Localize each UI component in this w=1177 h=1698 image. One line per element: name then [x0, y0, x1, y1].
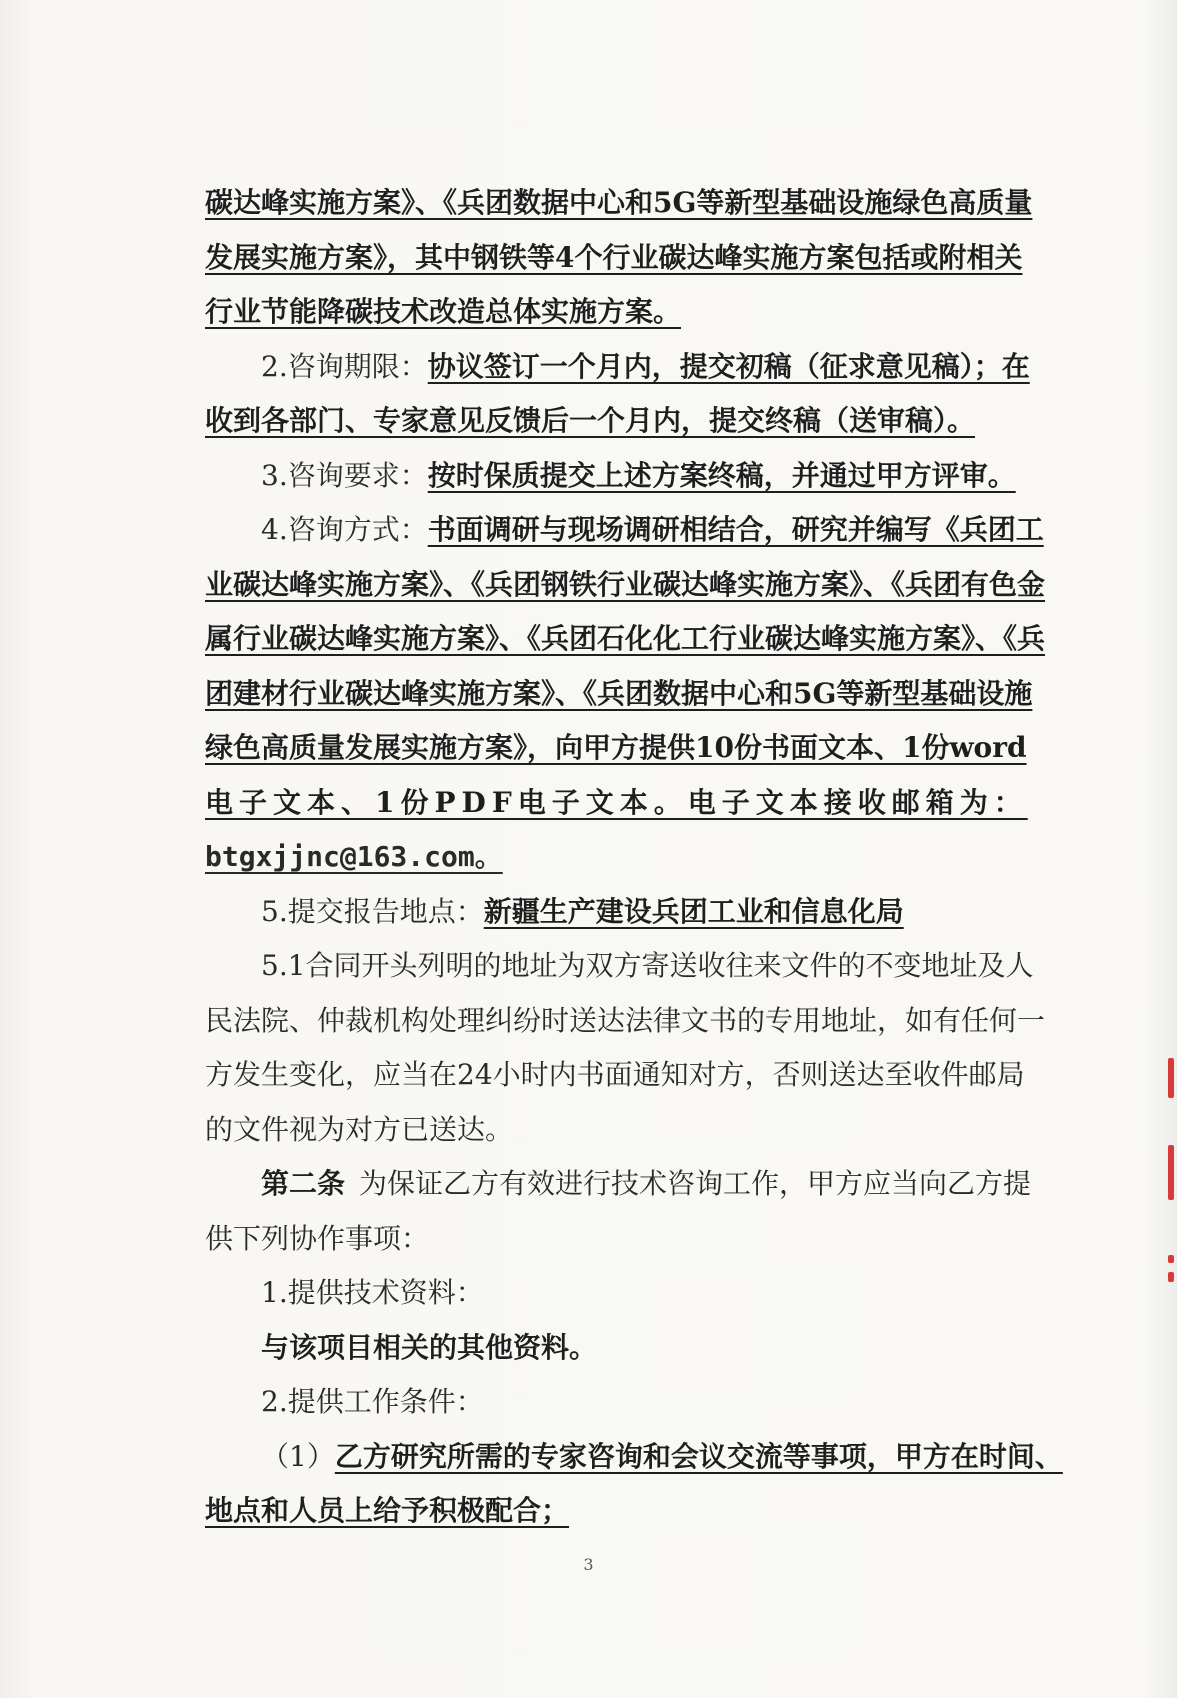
- text-line: [205, 394, 1027, 449]
- article-text: 为保证乙方有效进行技术咨询工作，甲方应当向乙方提: [359, 1167, 1032, 1200]
- underlined-text: 收到各部门、专家意见反馈后一个月内，提交终稿（送审稿）。: [205, 404, 976, 437]
- item-label: （1）: [261, 1439, 335, 1473]
- seal-edge-mark: [1168, 1145, 1174, 1200]
- item-text: 乙方研究所需的专家咨询和会议交流等事项，甲方在时间、: [334, 1439, 1063, 1473]
- text-line: 碳达峰实施方案》、《兵团数据中心和5G等新型基础设施绿色高质量: [205, 186, 1033, 219]
- item-consult-requirement: [205, 449, 1027, 504]
- text-line: 绿色高质量发展实施方案》，向甲方提供10份书面文本、1份word: [205, 731, 1027, 764]
- text-line: 与该项目相关的其他资料。: [261, 1330, 598, 1364]
- item-label: 3.咨询要求：: [261, 458, 428, 492]
- text-line: [205, 830, 1027, 885]
- item-label: 4.咨询方式：: [261, 513, 428, 546]
- text-line: 的文件视为对方已送达。: [205, 1112, 514, 1146]
- seal-edge-mark: [1168, 1058, 1174, 1098]
- item-text: 协议签订一个月内，提交初稿（征求意见稿）；在: [427, 349, 1030, 383]
- item-consult-method: [205, 503, 1044, 558]
- text-line: [205, 285, 1027, 340]
- item-report-location: [205, 885, 1027, 940]
- text-line: 方发生变化，应当在24小时内书面通知对方，否则送达至收件邮局: [205, 1058, 1025, 1091]
- email-address: btgxjjnc@163.com。: [205, 840, 503, 873]
- text-line: 业碳达峰实施方案》、《兵团钢铁行业碳达峰实施方案》、《兵团有色金: [205, 567, 1046, 601]
- text-line: 发展实施方案》，其中钢铁等4个行业碳达峰实施方案包括或附相关: [205, 240, 1023, 274]
- seal-edge-mark: [1168, 1272, 1174, 1282]
- text-line: 民法院、仲裁机构处理纠纷时送达法律文书的专用地址，如有任何一: [205, 1003, 1046, 1037]
- text-line: 电子文本、1份PDF电子文本。电子文本接收邮箱为：: [205, 785, 1028, 819]
- page-number: 3: [583, 1555, 594, 1574]
- item-consult-period: [205, 340, 1030, 395]
- article-label: 第二条: [261, 1167, 346, 1200]
- text-line: 2.提供工作条件：: [261, 1385, 484, 1418]
- underlined-text: 行业节能降碳技术改造总体实施方案。: [205, 295, 682, 328]
- item-label: 2.咨询期限：: [261, 349, 428, 383]
- item-text: 按时保质提交上述方案终稿，并通过甲方评审。: [427, 458, 1016, 492]
- contract-body: [205, 176, 1063, 1539]
- seal-edge-mark: [1168, 1255, 1174, 1263]
- text-line: 属行业碳达峰实施方案》、《兵团石化化工行业碳达峰实施方案》、《兵: [205, 622, 1046, 655]
- text-line: [205, 1484, 1027, 1539]
- text-line: 5.1合同开头列明的地址为双方寄送收往来文件的不变地址及人: [261, 949, 1034, 982]
- text-line: 1.提供技术资料：: [261, 1276, 484, 1309]
- item-text: 新疆生产建设兵团工业和信息化局: [483, 894, 904, 928]
- text-line: 团建材行业碳达峰实施方案》、《兵团数据中心和5G等新型基础设施: [205, 676, 1033, 710]
- text-line: 供下列协作事项：: [205, 1221, 430, 1255]
- underlined-text: 地点和人员上给予积极配合；: [205, 1494, 570, 1527]
- item-text: 书面调研与现场调研相结合，研究并编写《兵团工: [427, 513, 1044, 546]
- item-work-conditions-1: [205, 1430, 1063, 1485]
- article-two: [205, 1157, 1032, 1212]
- item-label: 5.提交报告地点：: [261, 894, 484, 928]
